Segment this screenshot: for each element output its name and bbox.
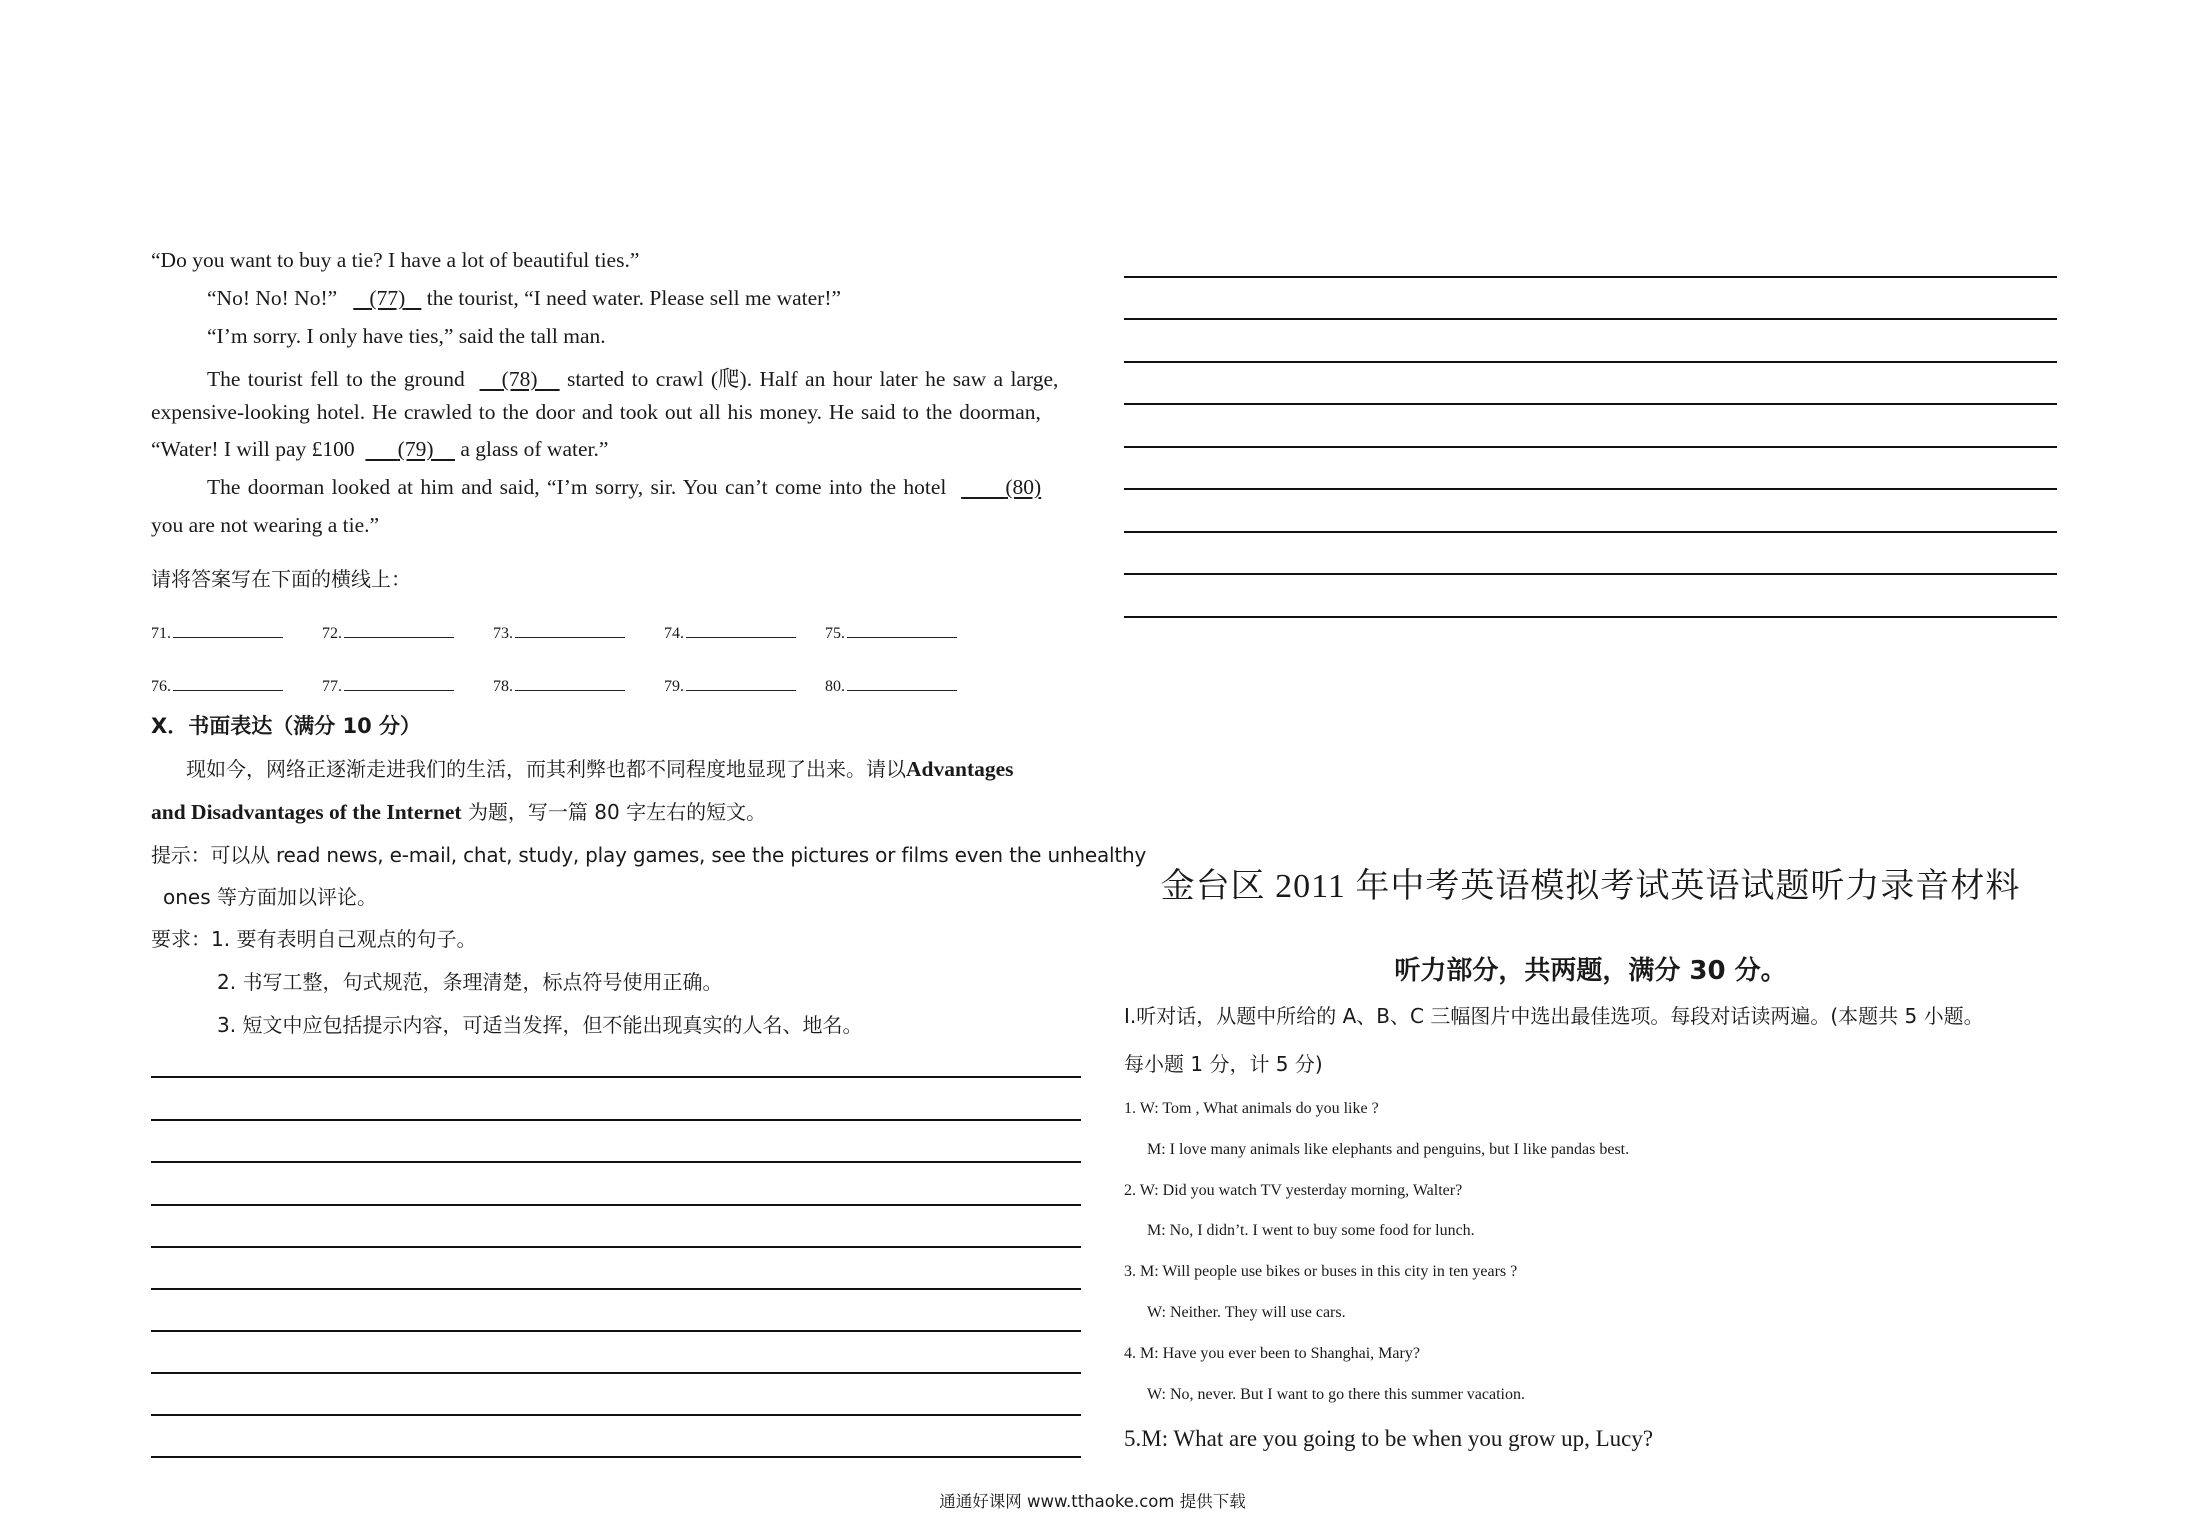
writing-line	[151, 1330, 1081, 1332]
answer-76: 76.	[151, 670, 283, 696]
requirement-1: 要求：1. 要有表明自己观点的句子。	[151, 927, 477, 951]
story-line-2	[207, 286, 841, 311]
story-line-6: “Water! I will pay £100 (79) a glass of water.”	[151, 437, 609, 461]
blank-79: (79)	[397, 437, 434, 461]
answer-prompt: 请将答案写在下面的横线上：	[151, 567, 411, 591]
hint-line-1: 提示：可以从 read news, e-mail, chat, study, play games, see the pictures or films even the unhealthy	[151, 843, 1147, 867]
writing-line	[1124, 276, 2057, 278]
section-x-title: X．书面表达（满分 10 分）	[151, 714, 422, 738]
listening-instruction-1: Ⅰ.听对话，从题中所给的 A、B、C 三幅图片中选出最佳选项。每段对话读两遍。(本题共 5 小题。	[1124, 1004, 1984, 1028]
blank-77: (77)	[369, 286, 406, 310]
answer-71: 71.	[151, 617, 283, 643]
answer-75: 75.	[825, 617, 957, 643]
writing-line	[151, 1246, 1081, 1248]
story-line-1: “Do you want to buy a tie? I have a lot of beautiful ties.”	[151, 248, 640, 272]
story-line-7: The doorman looked at him and said, “I’m sorry, sir. You can’t come into the hotel (80)	[207, 475, 1042, 499]
story-line-4: The tourist fell to the ground (78) started to crawl (爬). Half an hour later he saw a large,	[207, 367, 1059, 391]
story-text: the tourist, “I need water. Please sell me water!”	[426, 286, 842, 310]
answer-74: 74.	[664, 617, 796, 643]
writing-intro-line-2: and Disadvantages of the Internet 为题，写一篇 80 字左右的短文。	[151, 800, 767, 824]
writing-intro-line-1: 现如今，网络正逐渐走进我们的生活，而其利弊也都不同程度地显现了出来。请以Advantages	[186, 757, 1014, 781]
dialogue-line: 2. W: Did you watch TV yesterday morning, Walter?	[1124, 1182, 1463, 1199]
answer-80: 80.	[825, 670, 957, 696]
listening-instruction-2: 每小题 1 分，计 5 分)	[1124, 1052, 1323, 1076]
dialogue-line: 1. W: Tom , What animals do you like ?	[1124, 1100, 1379, 1117]
writing-line	[1124, 531, 2057, 533]
writing-line	[1124, 573, 2057, 575]
writing-line	[151, 1076, 1081, 1078]
writing-line	[151, 1414, 1081, 1416]
writing-line	[151, 1288, 1081, 1290]
blank-78: (78)	[501, 367, 538, 391]
story-line-5: expensive-looking hotel. He crawled to the door and took out all his money. He said to the doorman,	[151, 400, 1041, 424]
writing-line	[151, 1119, 1081, 1121]
story-text: “No! No! No!”	[207, 286, 338, 310]
writing-line	[1124, 616, 2057, 618]
hint-line-2: ones 等方面加以评论。	[163, 885, 377, 909]
writing-line	[1124, 488, 2057, 490]
writing-line	[151, 1204, 1081, 1206]
answer-79: 79.	[664, 670, 796, 696]
listening-section-subtitle: 听力部分，共两题，满分 30 分。	[1394, 956, 1787, 986]
dialogue-line: M: No, I didn’t. I went to buy some food for lunch.	[1147, 1222, 1475, 1239]
writing-line	[1124, 318, 2057, 320]
dialogue-line: W: No, never. But I want to go there this summer vacation.	[1147, 1386, 1525, 1403]
answer-73: 73.	[493, 617, 625, 643]
writing-line	[1124, 446, 2057, 448]
answer-77: 77.	[322, 670, 454, 696]
answer-78: 78.	[493, 670, 625, 696]
writing-line	[151, 1372, 1081, 1374]
writing-line	[1124, 403, 2057, 405]
answer-72: 72.	[322, 617, 454, 643]
requirement-3: 3. 短文中应包括提示内容，可适当发挥，但不能出现真实的人名、地名。	[217, 1013, 863, 1037]
dialogue-line: 5.M: What are you going to be when you grow up, Lucy?	[1124, 1426, 1654, 1451]
story-line-3: “I’m sorry. I only have ties,” said the tall man.	[207, 324, 606, 348]
requirement-2: 2. 书写工整，句式规范，条理清楚，标点符号使用正确。	[217, 970, 723, 994]
dialogue-line: 3. M: Will people use bikes or buses in this city in ten years ?	[1124, 1263, 1518, 1280]
dialogue-line: W: Neither. They will use cars.	[1147, 1304, 1346, 1321]
dialogue-line: 4. M: Have you ever been to Shanghai, Mary?	[1124, 1345, 1420, 1362]
dialogue-line: M: I love many animals like elephants and penguins, but I like pandas best.	[1147, 1141, 1630, 1158]
listening-material-title: 金台区 2011 年中考英语模拟考试英语试题听力录音材料	[1160, 868, 2021, 905]
writing-line	[1124, 361, 2057, 363]
page-footer: 通通好课网 www.tthaoke.com 提供下载	[939, 1492, 1246, 1511]
story-line-8: you are not wearing a tie.”	[151, 513, 380, 537]
writing-line	[151, 1456, 1081, 1458]
blank-80: (80)	[1005, 475, 1042, 499]
writing-line	[151, 1161, 1081, 1163]
